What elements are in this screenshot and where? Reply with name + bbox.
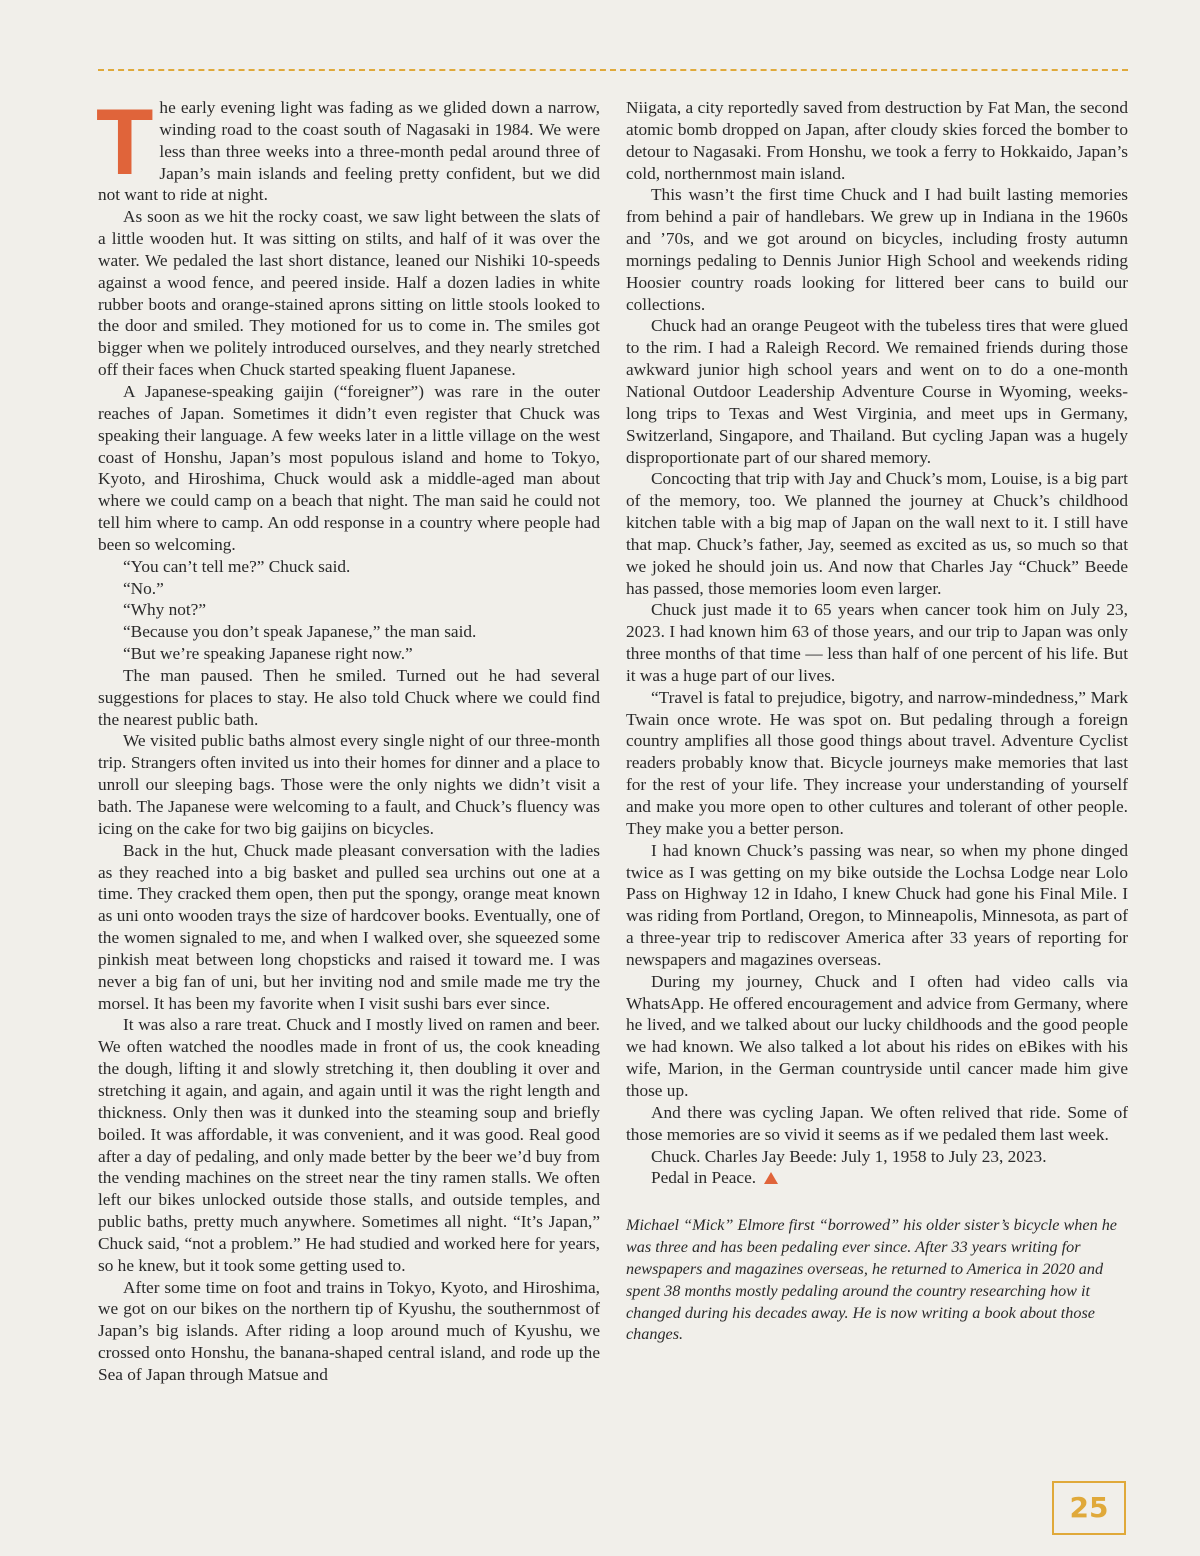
article-paragraph: This wasn’t the first time Chuck and I had built lasting memories from behind a pair of handlebars. We grew up in Indiana in the 1960s and ’70s, and we got around on bicycles, including frosty autumn mornings pedaling to Dennis Junior High School and weekends riding Hoosier country roads looking for littered beer cans to build our collections. [626, 185, 1128, 314]
article-paragraph: The man paused. Then he smiled. Turned out he had several suggestions for places to stay. He also told Chuck where we could find the nearest public bath. [98, 665, 600, 729]
article-paragraph: “Travel is fatal to prejudice, bigotry, and narrow-mindedness,” Mark Twain once wrote. He was spot on. But pedaling through a foreign country amplifies all those good things about travel. Adventure Cyclist readers probably know that. Bicycle journeys make memories that last for the rest of your life. They increase your understanding of yourself and make you more open to other cultures and tolerant of other people. They make you a better person. [626, 687, 1128, 838]
article-column-right [626, 97, 1128, 1346]
article-closing-paragraph: Pedal in Peace. [626, 1167, 1128, 1189]
article-paragraph: “But we’re speaking Japanese right now.” [123, 644, 413, 664]
article-paragraph: A Japanese-speaking gaijin (“foreigner”) was rare in the outer reaches of Japan. Sometimes it didn’t even register that Chuck was speaking their language. A few weeks later in a little village on the west coast of Honshu, Japan’s most populous island and home to Tokyo, Kyoto, and Hiroshima, Chuck would ask a middle-aged man about where we could camp on a beach that night. The man said he could not tell him where to camp. An odd response in a country where people had been so welcoming. [98, 381, 600, 554]
author-bio-text: Michael “Mick” Elmore first “borrowed” his older sister’s bicycle when he was three and has been pedaling ever since. After 33 years writing for newspapers and magazines overseas, he returned to America in 2020 and spent 38 months mostly pedaling around the country researching how it changed during his decades away. He is now writing a book about those changes. [626, 1216, 1117, 1344]
article-paragraph: Niigata, a city reportedly saved from destruction by Fat Man, the second atomic bomb dropped on Japan, after cloudy skies forced the bomber to detour to Nagasaki. From Honshu, we took a ferry to Hokkaido, Japan’s cold, northernmost main island. [626, 98, 1128, 183]
end-mark-icon [764, 1172, 778, 1184]
article-column-left [96, 89, 600, 1386]
article-paragraph: It was also a rare treat. Chuck and I mostly lived on ramen and beer. We often watched the noodles made in front of us, the cook kneading the dough, lifting it and slowly stretching it, then doubling it over and stretching it again, and again, and again until it was the right length and thickness. Only then was it dunked into the steaming soup and briefly boiled. It was affordable, it was convenient, and it was good. Real good after a day of pedaling, and only made better by the beer we’d buy from the vending machines on the street near the tiny ramen stalls. We often left our bikes unlocked outside those stalls, and outside temples, and public baths, pretty much anywhere. Sometimes all night. “It’s Japan,” Chuck said, “not a problem.” He had studied and worked here for years, so he knew, but it took some getting used to. [98, 1015, 600, 1275]
article-paragraph: During my journey, Chuck and I often had video calls via WhatsApp. He offered encouragement and advice from Germany, where he lived, and we talked about our lucky childhoods and the good people we had known. We also talked a lot about his rides on eBikes with his wife, Marion, in the German countryside until cancer made him give those up. [626, 971, 1128, 1100]
dashed-header-rule [98, 69, 1128, 71]
author-bio [626, 1215, 1128, 1346]
article-paragraph: Concocting that trip with Jay and Chuck’s mom, Louise, is a big part of the memory, too. We planned the journey at Chuck’s childhood kitchen table with a big map of Japan on the wall next to it. I still have that map. Chuck’s father, Jay, seemed as excited as us, so much so that we joked he should join us. And now that Charles Jay “Chuck” Beede has passed, those memories loom even larger. [626, 469, 1128, 598]
article-paragraph: I had known Chuck’s passing was near, so when my phone dinged twice as I was getting on my bike outside the Lochsa Lodge near Lolo Pass on Highway 12 in Idaho, I knew Chuck had gone his Final Mile. I was riding from Portland, Oregon, to Minneapolis, Minnesota, as part of a three-year trip to rediscover America after 33 years of reporting for newspapers and magazines overseas. [626, 840, 1128, 969]
article-paragraph: The early evening light was fading as we glided down a narrow, winding road to the coast south of Nagasaki in 1984. We were less than three weeks into a three-month pedal around three of Japan’s main islands and feeling pretty confident, but we did not want to ride at night. [96, 89, 600, 205]
article-paragraph: Chuck had an orange Peugeot with the tubeless tires that were glued to the rim. I had a Raleigh Record. We remained friends during those awkward junior high school years and went on to do a one-month National Outdoor Leadership Adventure Course in Wyoming, weeks-long trips to Texas and West Virginia, and meet ups in Germany, Switzerland, Singapore, and Thailand. But cycling Japan was a hugely disproportionate part of our shared memory. [626, 316, 1128, 467]
article-paragraph: “Because you don’t speak Japanese,” the man said. [123, 622, 477, 642]
drop-cap: T [96, 89, 154, 194]
page-number: 25 [1052, 1481, 1126, 1535]
article-paragraph: We visited public baths almost every single night of our three-month trip. Strangers often invited us into their homes for dinner and a place to unroll our sleeping bags. Those were the only nights we didn’t visit a bath. The Japanese were welcoming to a fault, and Chuck’s fluency was icing on the cake for two big gaijins on bicycles. [98, 731, 600, 838]
article-paragraph: “Why not?” [123, 600, 207, 620]
article-paragraph: Chuck. Charles Jay Beede: July 1, 1958 to July 23, 2023. [651, 1146, 1047, 1166]
article-paragraph: “No.” [123, 578, 164, 598]
article-paragraph: As soon as we hit the rocky coast, we saw light between the slats of a little wooden hut. It was sitting on stilts, and half of it was over the water. We pedaled the last short distance, leaned our Nishiki 10-speeds against a wood fence, and peered inside. Half a dozen ladies in white rubber boots and orange-stained aprons sitting on little stools looked to the door and smiled. They motioned for us to come in. The smiles got bigger when we politely introduced ourselves, and they nearly stretched off their faces when Chuck started speaking fluent Japanese. [98, 207, 600, 380]
article-paragraph: And there was cycling Japan. We often relived that ride. Some of those memories are so vivid it seems as if we pedaled them last week. [626, 1102, 1128, 1144]
article-paragraph: Back in the hut, Chuck made pleasant conversation with the ladies as they reached into a big basket and pulled sea urchins out one at a time. They cracked them open, then put the spongy, orange meat known as uni onto wooden trays the size of hardcover books. Eventually, one of the women signaled to me, and when I walked over, she squeezed some pinkish meat between long chopsticks and raised it toward me. I was never a big fan of uni, but her inviting nod and smile made me try the morsel. It has been my favorite when I visit sushi bars ever since. [98, 840, 600, 1013]
article-paragraph: “You can’t tell me?” Chuck said. [123, 556, 351, 576]
article-paragraph: After some time on foot and trains in Tokyo, Kyoto, and Hiroshima, we got on our bikes on the northern tip of Kyushu, the southernmost of Japan’s big islands. After riding a loop around much of Kyushu, we crossed onto Honshu, the banana-shaped central island, and rode up the Sea of Japan through Matsue and [98, 1277, 600, 1384]
article-paragraph: Chuck just made it to 65 years when cancer took him on July 23, 2023. I had known him 63 of those years, and our trip to Japan was only three months of that time — less than half of one percent of his life. But it was a huge part of our lives. [626, 600, 1128, 685]
